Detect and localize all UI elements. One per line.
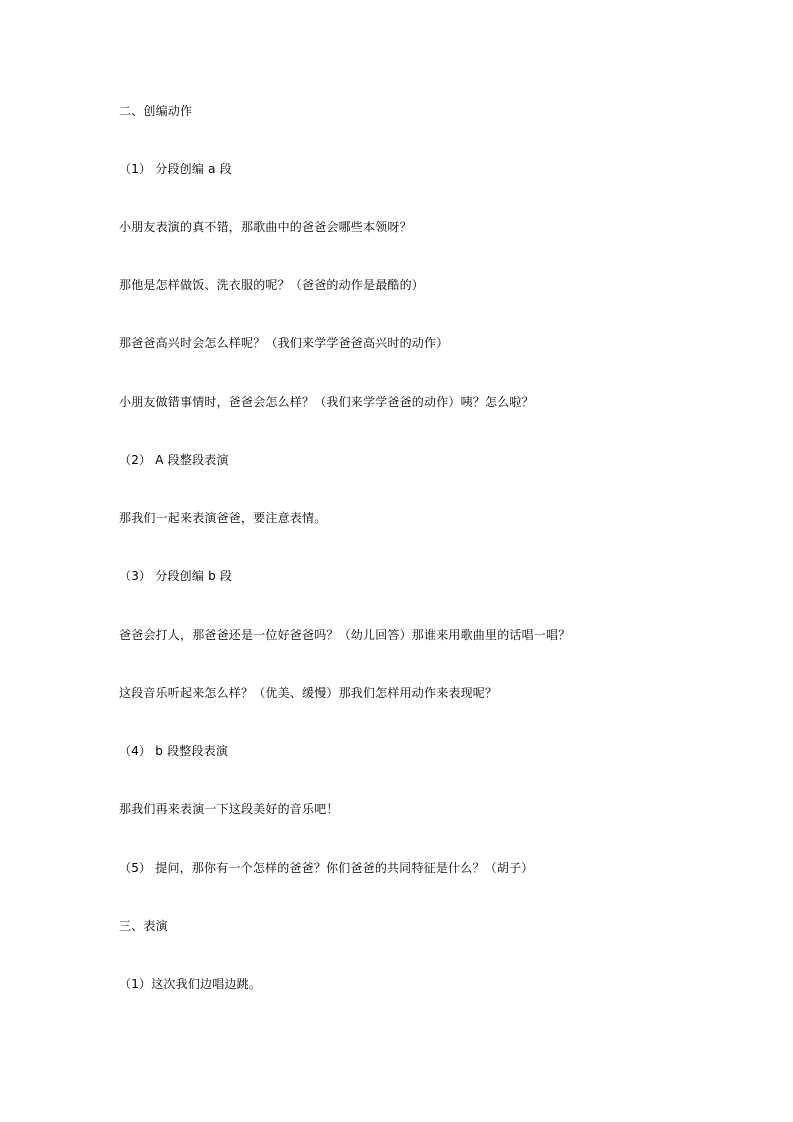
- section-heading-perform: 三、表演: [119, 919, 168, 933]
- paragraph: 那他是怎样做饭、洗衣服的呢？（爸爸的动作是最酷的）: [119, 278, 425, 292]
- section-heading-create-actions: 二、创编动作: [119, 104, 193, 118]
- paragraph: （1）这次我们边唱边跳。: [119, 977, 262, 991]
- paragraph: 那爸爸高兴时会怎么样呢？（我们来学学爸爸高兴时的动作）: [119, 336, 449, 350]
- paragraph: 小朋友做错事情时，爸爸会怎么样？（我们来学学爸爸的动作）咦？怎么啦？: [119, 395, 534, 409]
- step-4-heading: （4） b 段整段表演: [119, 744, 229, 758]
- step-3-heading: （3） 分段创编 b 段: [119, 569, 233, 583]
- step-1-heading: （1） 分段创编 a 段: [119, 162, 232, 176]
- paragraph: 这段音乐听起来怎么样？（优美、缓慢）那我们怎样用动作来表现呢？: [119, 686, 498, 700]
- paragraph: 小朋友表演的真不错，那歌曲中的爸爸会哪些本领呀？: [119, 220, 412, 234]
- step-5-heading: （5） 提问，那你有一个怎样的爸爸？你们爸爸的共同特征是什么？（胡子）: [119, 861, 534, 875]
- paragraph: 那我们再来表演一下这段美好的音乐吧！: [119, 802, 339, 816]
- step-2-heading: （2） A 段整段表演: [119, 453, 229, 467]
- paragraph: 那我们一起来表演爸爸，要注意表情。: [119, 511, 327, 525]
- paragraph: 爸爸会打人，那爸爸还是一位好爸爸吗？（幼儿回答）那谁来用歌曲里的话唱一唱？: [119, 628, 571, 642]
